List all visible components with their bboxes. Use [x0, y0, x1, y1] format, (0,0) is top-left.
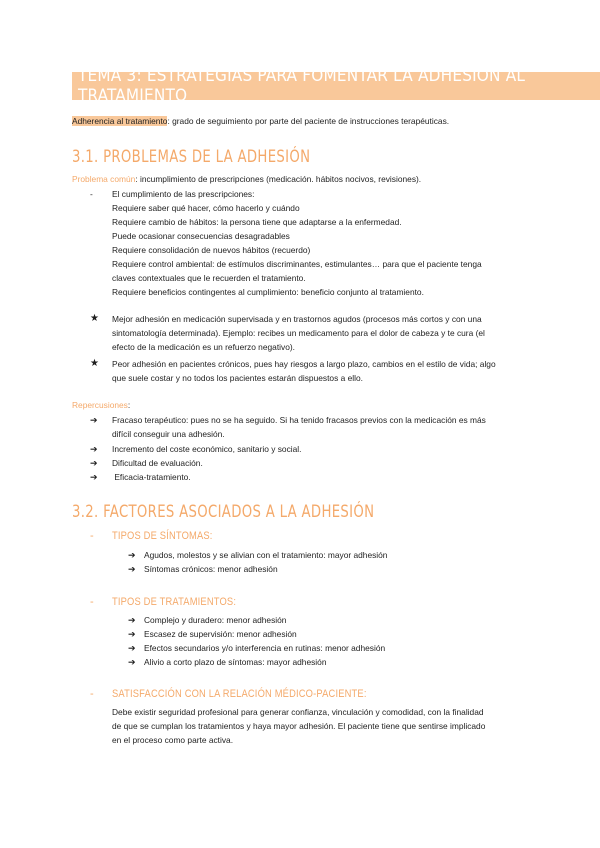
- repercussion-line: Eficacia-tratamiento.: [112, 472, 191, 482]
- common-problem-label: Problema común: [72, 174, 136, 184]
- symptom-text: Síntomas crónicos: menor adhesión: [144, 564, 278, 574]
- arrow-icon: ➔: [90, 472, 98, 482]
- star-line: Mejor adhesión en medicación supervisada y en trastornos agudos (procesos más cortos y con una: [112, 314, 482, 324]
- arrow-icon: ➔: [128, 564, 136, 574]
- treatment-text: Efectos secundarios y/o interferencia en rutinas: menor adhesión: [144, 643, 386, 653]
- treatment-text: Complejo y duradero: menor adhesión: [144, 615, 287, 625]
- arrow-icon: ➔: [128, 657, 136, 667]
- treatment-text: Escasez de supervisión: menor adhesión: [144, 629, 297, 639]
- symptom-item: [128, 549, 387, 561]
- arrow-icon: ➔: [128, 615, 136, 625]
- symptoms-heading: TIPOS DE SÍNTOMAS:: [112, 530, 213, 542]
- subheading-row: [90, 596, 112, 608]
- repercussion-item: [90, 443, 301, 455]
- satisfaction-line: de que se cumplan los tratamientos y haya mayor adhesión. El paciente tiene que sentirse implicado: [112, 721, 486, 731]
- star-icon: ★: [90, 358, 99, 369]
- dash-item: [90, 188, 254, 200]
- treatment-item: [128, 656, 326, 668]
- treatment-item: [128, 642, 385, 654]
- star-item: [90, 313, 485, 353]
- arrow-icon: ➔: [128, 550, 136, 560]
- treatment-text: Alivio a corto plazo de síntomas: mayor adhesión: [144, 657, 327, 667]
- dash-bullet: -: [90, 596, 94, 608]
- common-problem-text: : incumplimiento de prescripciones (medicación. hábitos nocivos, revisiones).: [135, 174, 422, 184]
- satisfaction-heading: SATISFACCIÓN CON LA RELACIÓN MÉDICO-PACIENTE:: [112, 688, 367, 700]
- subheading-row: [90, 530, 112, 542]
- section-heading-3-1: 3.1. PROBLEMAS DE LA ADHESIÓN: [72, 147, 311, 167]
- satisfaction-line: en el proceso como parte activa.: [112, 735, 234, 745]
- satisfaction-line: Debe existir seguridad profesional para generar confianza, vinculación y comodidad, con la finalidad: [112, 707, 484, 717]
- repercussion-line: Fracaso terapéutico: pues no se ha seguido. Si ha tenido fracasos previos con la medicación es más: [112, 415, 486, 425]
- page-title: TEMA 3: ESTRATEGIAS PARA FOMENTAR LA ADHESIÓN AL TRATAMIENTO: [78, 66, 526, 106]
- sub-item: Requiere beneficios contingentes al cumplimiento: beneficio conjunto al tratamiento.: [112, 287, 424, 297]
- section-heading-3-2: 3.2. FACTORES ASOCIADOS A LA ADHESIÓN: [72, 502, 375, 522]
- arrow-icon: ➔: [90, 415, 98, 425]
- sub-item: Puede ocasionar consecuencias desagradables: [112, 231, 290, 241]
- treatment-item: [128, 614, 286, 626]
- repercussion-item: [90, 471, 191, 483]
- repercussion-item: [90, 457, 203, 469]
- definition-text: : grado de seguimiento por parte del paciente de instrucciones terapéuticas.: [167, 116, 450, 126]
- symptom-item: [128, 563, 278, 575]
- sub-item: Requiere saber qué hacer, cómo hacerlo y cuándo: [112, 203, 300, 213]
- star-icon: ★: [90, 313, 99, 324]
- star-line: Peor adhesión en pacientes crónicos, pues hay riesgos a largo plazo, cambios en el estilo de vida; algo: [112, 359, 496, 369]
- sub-item: claves contextuales que le recuerden el tratamiento.: [112, 273, 306, 283]
- repercussion-line: Dificultad de evaluación.: [112, 458, 203, 468]
- repercussion-line: Incremento del coste económico, sanitario y social.: [112, 444, 302, 454]
- definition-paragraph: [72, 115, 449, 127]
- common-problem-paragraph: [72, 173, 421, 185]
- dash-bullet: -: [90, 688, 94, 700]
- repercussions-label-line: [72, 399, 130, 411]
- treatment-item: [128, 628, 297, 640]
- title-banner: [72, 66, 600, 106]
- dash-bullet: -: [90, 189, 93, 199]
- star-item: [90, 358, 496, 384]
- subheading-row: [90, 688, 112, 700]
- repercussion-line: difícil conseguir una adhesión.: [112, 429, 225, 439]
- dash-bullet: -: [90, 530, 94, 542]
- symptom-text: Agudos, molestos y se alivian con el tratamiento: mayor adhesión: [144, 550, 388, 560]
- star-line: sintomatología determinada). Ejemplo: recibes un medicamento para el dolor de cabeza y te cura (el: [112, 328, 485, 338]
- treatments-heading: TIPOS DE TRATAMIENTOS:: [112, 596, 237, 608]
- star-line: que suele costar y no todos los pacientes estarán dispuestos a ello.: [112, 373, 363, 383]
- sub-item: Requiere control ambiental: de estímulos discriminantes, estimulantes… para que el paciente tenga: [112, 259, 482, 269]
- repercussions-colon: :: [127, 400, 131, 410]
- sub-item: Requiere cambio de hábitos: la persona tiene que adaptarse a la enfermedad.: [112, 217, 402, 227]
- arrow-icon: ➔: [90, 458, 98, 468]
- dash-item-text: El cumplimiento de las prescripciones:: [112, 189, 255, 199]
- arrow-icon: ➔: [128, 629, 136, 639]
- arrow-icon: ➔: [90, 444, 98, 454]
- arrow-icon: ➔: [128, 643, 136, 653]
- repercussion-item: [90, 414, 486, 440]
- sub-item: Requiere consolidación de nuevos hábitos (recuerdo): [112, 245, 311, 255]
- repercussions-label: Repercusiones: [72, 400, 128, 410]
- definition-term: Adherencia al tratamiento: [72, 116, 168, 126]
- star-line: efecto de la medicación es un refuerzo negativo).: [112, 342, 295, 352]
